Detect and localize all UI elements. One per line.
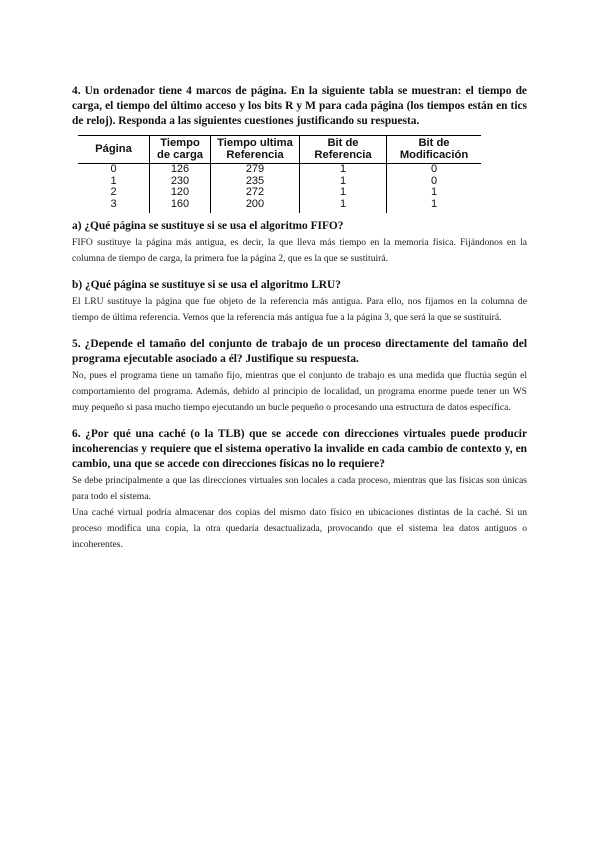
- table-cell: 1: [300, 164, 387, 176]
- table-cell: 160: [150, 199, 211, 214]
- table-row: [78, 187, 481, 199]
- page-table: [78, 135, 481, 213]
- table-cell: 1: [387, 187, 482, 199]
- table-cell: 1: [110, 174, 117, 187]
- table-cell: 0: [387, 176, 482, 188]
- table-cell: 272: [211, 187, 300, 199]
- table-row: [78, 176, 481, 188]
- header-tiempo-referencia: Tiempo ultima Referencia: [211, 136, 300, 164]
- table-cell: 200: [211, 199, 300, 214]
- table-cell: 2: [110, 186, 117, 198]
- question-6-heading: 6. ¿Por qué una caché (o la TLB) que se accede con direcciones virtuales puede producir incoherencias y requiere que el sistema operativo la invalide en cada cambio de contexto y, en cambio, una que se accede con direcciones físicas no lo requiere?: [72, 428, 527, 470]
- question-6-answer-2: Una caché virtual podría almacenar dos copias del mismo dato físico en ubicaciones distintas de la caché. Si un proceso modifica una copia, la otra quedaría desactualizada, provocando que el sistema lea datos antiguos o incoherentes.: [72, 507, 527, 550]
- table-cell: 1: [300, 176, 387, 188]
- document-page: [72, 84, 527, 553]
- question-4a-heading: a) ¿Qué página se sustituye si se usa el algoritmo FIFO?: [72, 220, 344, 232]
- header-tiempo-carga: Tiempo de carga: [150, 136, 211, 164]
- header-pagina: Página: [78, 136, 150, 164]
- question-4a-answer: FIFO sustituye la página más antigua, es decir, la que lleva más tiempo en la memoria física. Fijándonos en la columna de tiempo de carga, la primera fue la página 2, que es la que se sustituirá.: [72, 237, 527, 264]
- question-4b-answer: El LRU sustituye la página que fue objeto de la referencia más antigua. Para ello, nos fijamos en la columna de tiempo de última referencia. Vemos que la referencia más antigua fue a la página 3, que será la que se sustituirá.: [72, 296, 527, 323]
- table-cell: 126: [150, 164, 211, 176]
- question-6-answer-1: Se debe principalmente a que las direcciones virtuales son locales a cada proceso, mientras que las físicas son únicas para todo el sistema.: [72, 475, 527, 502]
- table-cell: 235: [211, 176, 300, 188]
- question-4-heading: 4. Un ordenador tiene 4 marcos de página. En la siguiente tabla se muestran: el tiempo de carga, el tiempo del último acceso y los bits R y M para cada página (los tiempos están en tics de reloj). Responda a las siguientes cuestiones justificando su respuesta.: [72, 85, 527, 127]
- table-row: [78, 164, 481, 176]
- table-cell: 1: [300, 199, 387, 214]
- header-bit-referencia: Bit de Referencia: [300, 136, 387, 164]
- table-cell: 1: [300, 187, 387, 199]
- table-cell: 0: [387, 164, 482, 176]
- table-cell: 1: [387, 199, 482, 214]
- question-4b-heading: b) ¿Qué página se sustituye si se usa el algoritmo LRU?: [72, 279, 341, 291]
- table-header-row: [78, 136, 481, 164]
- table-cell: 230: [150, 176, 211, 188]
- header-bit-modificacion: Bit de Modificación: [387, 136, 482, 164]
- table-cell: 120: [150, 187, 211, 199]
- table-row: [78, 199, 481, 214]
- table-cell: 279: [211, 164, 300, 176]
- question-5-answer: No, pues el programa tiene un tamaño fijo, mientras que el conjunto de trabajo es una medida que fluctúa según el comportamiento del programa. Además, debido al principio de localidad, un programa enorme puede tener un WS muy pequeño si pasa mucho tiempo ejecutando un bucle pequeño o procesando una estructura de datos específica.: [72, 370, 527, 413]
- question-5-heading: 5. ¿Depende el tamaño del conjunto de trabajo de un proceso directamente del tamaño del programa ejecutable asociado a él? Justifique su respuesta.: [72, 338, 527, 365]
- table-cell: 0: [110, 163, 117, 175]
- table-cell: 3: [110, 197, 117, 210]
